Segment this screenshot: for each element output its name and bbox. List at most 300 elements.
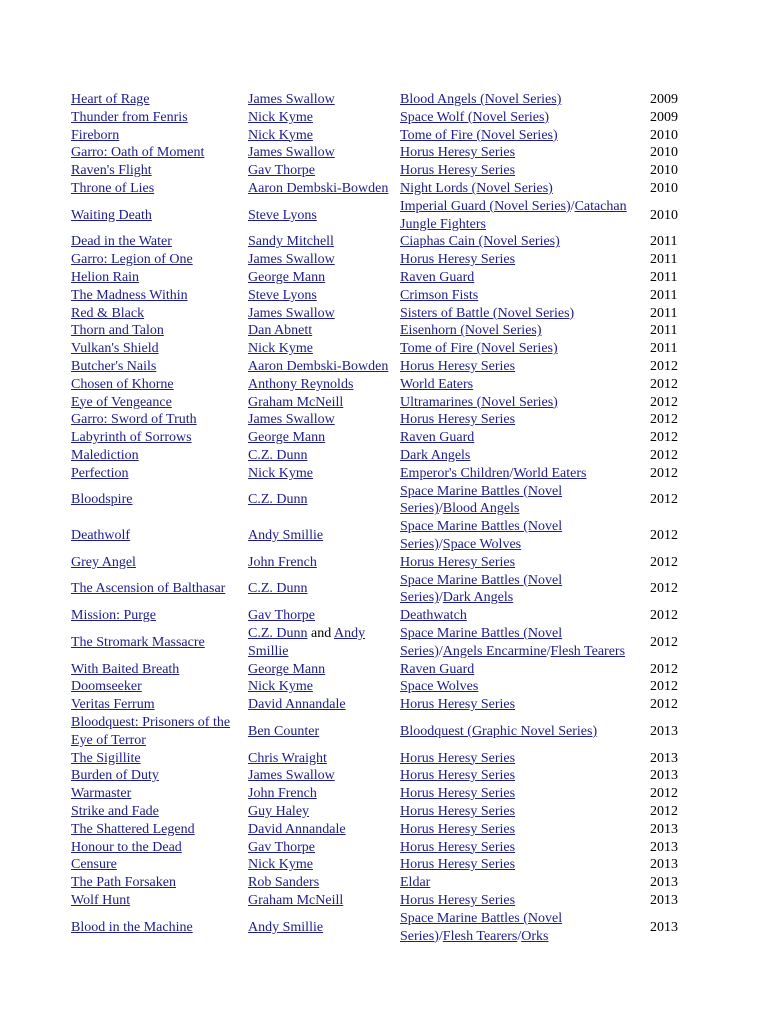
series-link[interactable]: Raven Guard xyxy=(400,430,475,446)
author-link[interactable]: Sandy Mitchell xyxy=(248,234,334,250)
series-link[interactable]: Raven Guard xyxy=(400,661,475,677)
author-cell xyxy=(248,874,398,892)
book-title-link[interactable]: Eye of Terror xyxy=(71,732,146,748)
author-cell xyxy=(248,340,398,358)
series-link[interactable]: Horus Heresy Series xyxy=(400,750,516,766)
table-row xyxy=(0,483,768,519)
author-cell-line xyxy=(248,527,398,545)
year-text: 2010 xyxy=(650,145,678,161)
title-cell xyxy=(71,625,246,661)
year-text: 2010 xyxy=(650,163,678,179)
author-cell-line xyxy=(248,607,398,625)
author-link[interactable]: C.Z. Dunn xyxy=(248,492,308,508)
author-link[interactable]: Smillie xyxy=(248,643,289,659)
year-text: 2011 xyxy=(650,323,678,339)
book-title-link[interactable]: Wolf Hunt xyxy=(71,893,131,908)
table-row xyxy=(0,678,768,696)
series-link[interactable]: Bloodquest (Graphic Novel Series) xyxy=(400,723,598,739)
series-link[interactable]: Horus Heresy Series xyxy=(400,145,516,161)
table-row xyxy=(0,233,768,251)
author-link[interactable]: David Annandale xyxy=(248,697,346,713)
series-link[interactable]: Horus Heresy Series xyxy=(400,554,516,570)
table-row xyxy=(0,287,768,305)
book-title-link[interactable]: The Shattered Legend xyxy=(71,821,195,837)
series-link[interactable]: Horus Heresy Series xyxy=(400,857,516,873)
book-title-link[interactable]: Grey Angel xyxy=(71,554,136,570)
author-link[interactable]: Nick Kyme xyxy=(248,465,313,481)
table-row xyxy=(0,429,768,447)
year-cell xyxy=(650,892,690,910)
author-cell xyxy=(248,839,398,857)
series-link[interactable]: Crimson Fists xyxy=(400,287,479,303)
year-cell xyxy=(650,91,690,109)
author-link[interactable]: John French xyxy=(248,554,317,570)
author-link[interactable]: Aaron Dembski-Bowden xyxy=(248,181,389,196)
book-title-link[interactable]: Vulkan's Shield xyxy=(71,341,159,357)
series-cell-line xyxy=(400,358,648,376)
series-cell-line xyxy=(400,910,648,928)
series-link[interactable]: Horus Heresy Series xyxy=(400,839,516,855)
book-title-link[interactable]: Garro: Sword of Truth xyxy=(71,412,197,428)
author-link[interactable]: James Swallow xyxy=(248,768,335,784)
author-cell xyxy=(248,661,398,679)
book-title-link[interactable]: Veritas Ferrum xyxy=(71,697,155,713)
series-link[interactable]: Space Marine Battles (Novel xyxy=(400,572,563,588)
author-link[interactable]: Nick Kyme xyxy=(248,679,313,695)
author-cell xyxy=(248,892,398,910)
author-cell-line xyxy=(248,643,398,661)
series-link[interactable]: Sisters of Battle (Novel Series) xyxy=(400,305,575,321)
year-text: 2011 xyxy=(650,341,678,357)
author-link[interactable]: Nick Kyme xyxy=(248,341,313,357)
series-link[interactable]: Horus Heresy Series xyxy=(400,359,516,374)
series-link[interactable]: Eldar xyxy=(400,875,431,891)
year-text: 2012 xyxy=(650,581,678,597)
series-link[interactable]: World Eaters xyxy=(400,376,474,392)
series-cell xyxy=(400,144,648,162)
year-cell xyxy=(650,767,690,785)
separator-text: / xyxy=(517,928,522,944)
year-text: 2012 xyxy=(650,554,678,570)
author-cell xyxy=(248,910,398,946)
author-link[interactable]: John French xyxy=(248,786,317,802)
series-cell xyxy=(400,376,648,394)
series-cell-line xyxy=(400,589,648,607)
author-link[interactable]: Gav Thorpe xyxy=(248,839,315,855)
book-title-link[interactable]: Butcher's Nails xyxy=(71,359,157,374)
author-cell-line xyxy=(248,465,398,483)
series-cell-line xyxy=(400,536,648,554)
table-row xyxy=(0,785,768,803)
book-title-link[interactable]: The Madness Within xyxy=(71,287,188,303)
table-row xyxy=(0,109,768,127)
author-link[interactable]: C.Z. Dunn xyxy=(248,626,308,641)
series-cell-line xyxy=(400,429,648,447)
author-link[interactable]: Rob Sanders xyxy=(248,875,320,891)
author-cell-line xyxy=(248,785,398,803)
year-cell xyxy=(650,269,690,287)
series-cell xyxy=(400,447,648,465)
series-cell xyxy=(400,839,648,857)
series-link[interactable]: Horus Heresy Series xyxy=(400,786,516,802)
author-cell xyxy=(248,750,398,768)
author-cell xyxy=(248,554,398,572)
table-row xyxy=(0,340,768,358)
author-link[interactable]: Nick Kyme xyxy=(248,109,313,125)
author-cell xyxy=(248,287,398,305)
year-cell xyxy=(650,750,690,768)
year-cell xyxy=(650,447,690,465)
series-cell xyxy=(400,607,648,625)
book-title-link[interactable]: Labyrinth of Sorrows xyxy=(71,430,192,446)
year-cell xyxy=(650,607,690,625)
author-cell xyxy=(248,91,398,109)
author-cell-line xyxy=(248,127,398,145)
table-row xyxy=(0,750,768,768)
title-cell xyxy=(71,109,246,127)
separator-text: / xyxy=(570,198,575,214)
year-text: 2010 xyxy=(650,207,678,223)
author-cell-line xyxy=(248,340,398,358)
author-cell xyxy=(248,572,398,608)
author-cell-line xyxy=(248,892,398,910)
series-link[interactable]: Blood Angels (Novel Series) xyxy=(400,92,562,107)
series-cell-line xyxy=(400,251,648,269)
author-cell-line xyxy=(248,856,398,874)
book-title-link[interactable]: Red & Black xyxy=(71,305,145,321)
series-link[interactable]: Space Marine Battles (Novel xyxy=(400,626,563,641)
title-cell xyxy=(71,554,246,572)
author-link[interactable]: David Annandale xyxy=(248,821,346,837)
book-title-link[interactable]: The Path Forsaken xyxy=(71,875,176,891)
author-link[interactable]: Andy Smillie xyxy=(248,528,324,544)
book-title-link[interactable]: Warmaster xyxy=(71,786,132,802)
year-cell xyxy=(650,411,690,429)
series-link[interactable]: Space Marine Battles (Novel xyxy=(400,519,563,535)
series-link[interactable]: Series) xyxy=(400,643,439,659)
title-cell xyxy=(71,483,246,519)
book-title-link[interactable]: Deathwolf xyxy=(71,528,131,544)
series-link[interactable]: Night Lords (Novel Series) xyxy=(400,181,553,196)
author-cell xyxy=(248,625,398,661)
book-title-link[interactable]: Garro: Legion of One xyxy=(71,252,193,268)
author-link[interactable]: Gav Thorpe xyxy=(248,608,315,624)
series-link[interactable]: Eisenhorn (Novel Series) xyxy=(400,323,542,339)
book-title-link[interactable]: Garro: Oath of Moment xyxy=(71,145,205,161)
series-cell xyxy=(400,305,648,323)
series-link[interactable]: Horus Heresy Series xyxy=(400,893,516,908)
series-link[interactable]: Horus Heresy Series xyxy=(400,821,516,837)
series-cell xyxy=(400,518,648,554)
title-cell xyxy=(71,358,246,376)
book-title-link[interactable]: Honour to the Dead xyxy=(71,839,182,855)
series-link[interactable]: Catachan xyxy=(574,198,627,214)
author-link[interactable]: Andy Smillie xyxy=(248,919,324,935)
series-link[interactable]: Horus Heresy Series xyxy=(400,412,516,428)
title-cell xyxy=(71,144,246,162)
author-cell xyxy=(248,233,398,251)
series-link[interactable]: Series) xyxy=(400,928,439,944)
series-link[interactable]: Blood Angels xyxy=(442,501,520,517)
series-link[interactable]: Series) xyxy=(400,590,439,606)
author-cell xyxy=(248,607,398,625)
author-cell-line xyxy=(248,411,398,429)
author-cell xyxy=(248,429,398,447)
series-cell xyxy=(400,287,648,305)
title-cell xyxy=(71,429,246,447)
title-cell xyxy=(71,518,246,554)
title-cell xyxy=(71,127,246,145)
series-link[interactable]: Space Wolves xyxy=(442,536,522,552)
book-title-link[interactable]: Dead in the Water xyxy=(71,234,172,250)
series-link[interactable]: Horus Heresy Series xyxy=(400,768,516,784)
table-row xyxy=(0,269,768,287)
year-text: 2011 xyxy=(650,305,678,321)
series-cell xyxy=(400,803,648,821)
year-text: 2011 xyxy=(650,270,678,285)
book-title-link[interactable]: Bloodspire xyxy=(71,492,133,508)
series-cell xyxy=(400,180,648,198)
author-link[interactable]: Steve Lyons xyxy=(248,207,317,223)
year-cell xyxy=(650,856,690,874)
year-text: 2013 xyxy=(650,839,678,855)
book-title-link[interactable]: The Sigillite xyxy=(71,750,141,766)
series-link[interactable]: Flesh Tearers xyxy=(442,928,518,944)
series-cell-line xyxy=(400,91,648,109)
table-row xyxy=(0,376,768,394)
book-title-link[interactable]: Raven's Flight xyxy=(71,163,152,179)
series-cell-line xyxy=(400,678,648,696)
author-link[interactable]: Guy Haley xyxy=(248,804,310,819)
book-title-link[interactable]: Waiting Death xyxy=(71,207,152,223)
author-cell xyxy=(248,376,398,394)
series-link[interactable]: Space Wolf (Novel Series) xyxy=(400,109,550,125)
book-title-link[interactable]: Chosen of Khorne xyxy=(71,376,174,392)
author-link[interactable]: Graham McNeill xyxy=(248,394,344,410)
series-link[interactable]: Dark Angels xyxy=(400,448,471,463)
author-link[interactable]: C.Z. Dunn xyxy=(248,581,308,597)
series-link[interactable]: Tome of Fire (Novel Series) xyxy=(400,341,558,357)
table-row xyxy=(0,394,768,412)
series-link[interactable]: Space Wolves xyxy=(400,679,479,695)
series-cell-line xyxy=(400,607,648,625)
series-cell-line xyxy=(400,856,648,874)
series-cell-line xyxy=(400,839,648,857)
author-cell xyxy=(248,109,398,127)
book-title-link[interactable]: Burden of Duty xyxy=(71,768,159,784)
book-title-link[interactable]: With Baited Breath xyxy=(71,661,180,677)
series-cell xyxy=(400,554,648,572)
series-link[interactable]: World Eaters xyxy=(513,465,587,481)
year-text: 2011 xyxy=(650,252,678,268)
year-cell xyxy=(650,554,690,572)
series-link[interactable]: Ultramarines (Novel Series) xyxy=(400,394,558,410)
series-link[interactable]: Tome of Fire (Novel Series) xyxy=(400,127,558,143)
author-cell-line xyxy=(248,287,398,305)
separator-text: / xyxy=(438,536,443,552)
series-cell xyxy=(400,821,648,839)
book-title-link[interactable]: Blood in the Machine xyxy=(71,919,193,935)
year-cell xyxy=(650,358,690,376)
title-cell xyxy=(71,803,246,821)
year-cell xyxy=(650,340,690,358)
author-link[interactable]: James Swallow xyxy=(248,145,335,161)
author-link[interactable]: Anthony Reynolds xyxy=(248,376,354,392)
year-text: 2012 xyxy=(650,608,678,624)
book-title-link[interactable]: Strike and Fade xyxy=(71,804,159,819)
series-cell-line xyxy=(400,661,648,679)
series-link[interactable]: Deathwatch xyxy=(400,608,467,624)
author-link[interactable]: C.Z. Dunn xyxy=(248,448,308,463)
book-title-link[interactable]: Doomseeker xyxy=(71,679,142,695)
series-link[interactable]: Horus Heresy Series xyxy=(400,697,516,713)
series-cell xyxy=(400,483,648,519)
series-cell-line xyxy=(400,892,648,910)
series-cell-line xyxy=(400,554,648,572)
author-link[interactable]: James Swallow xyxy=(248,252,335,268)
book-title-link[interactable]: Perfection xyxy=(71,465,129,481)
table-row xyxy=(0,625,768,661)
series-link[interactable]: Series) xyxy=(400,536,439,552)
author-cell-line xyxy=(248,839,398,857)
book-title-link[interactable]: Helion Rain xyxy=(71,270,140,285)
author-link[interactable]: Ben Counter xyxy=(248,723,320,739)
year-text: 2012 xyxy=(650,394,678,410)
author-link[interactable]: Andy xyxy=(333,626,366,641)
author-link[interactable]: Chris Wraight xyxy=(248,750,327,766)
title-cell xyxy=(71,394,246,412)
author-link[interactable]: Nick Kyme xyxy=(248,857,313,873)
book-title-link[interactable]: The Stromark Massacre xyxy=(71,634,205,650)
book-title-link[interactable]: Mission: Purge xyxy=(71,608,156,624)
year-cell xyxy=(650,465,690,483)
book-title-link[interactable]: Throne of Lies xyxy=(71,181,155,196)
author-cell-line xyxy=(248,180,398,198)
author-link[interactable]: George Mann xyxy=(248,430,326,446)
series-link[interactable]: Orks xyxy=(521,928,549,944)
year-cell xyxy=(650,162,690,180)
year-text: 2012 xyxy=(650,804,678,819)
title-cell xyxy=(71,269,246,287)
book-title-link[interactable]: The Ascension of Balthasar xyxy=(71,581,226,597)
table-row xyxy=(0,803,768,821)
title-cell xyxy=(71,874,246,892)
book-title-link[interactable]: Thorn and Talon xyxy=(71,323,164,339)
series-link[interactable]: Angels Encarmine xyxy=(442,643,547,659)
separator-text: and xyxy=(307,626,334,641)
title-cell xyxy=(71,465,246,483)
series-link[interactable]: Space Marine Battles (Novel xyxy=(400,483,563,499)
series-cell xyxy=(400,767,648,785)
title-cell xyxy=(71,233,246,251)
series-link[interactable]: Flesh Tearers xyxy=(550,643,626,659)
year-cell xyxy=(650,821,690,839)
author-cell xyxy=(248,696,398,714)
author-cell xyxy=(248,305,398,323)
series-link[interactable]: Horus Heresy Series xyxy=(400,163,516,179)
author-link[interactable]: Aaron Dembski-Bowden xyxy=(248,359,389,374)
series-link[interactable]: Emperor's Children xyxy=(400,465,510,481)
author-cell-line xyxy=(248,91,398,109)
series-cell-line xyxy=(400,821,648,839)
series-cell xyxy=(400,429,648,447)
author-link[interactable]: Dan Abnett xyxy=(248,323,313,339)
table-row xyxy=(0,554,768,572)
series-cell xyxy=(400,394,648,412)
series-cell xyxy=(400,625,648,661)
table-row xyxy=(0,910,768,946)
year-text: 2013 xyxy=(650,821,678,837)
author-cell xyxy=(248,144,398,162)
year-text: 2013 xyxy=(650,893,678,908)
series-link[interactable]: Dark Angels xyxy=(442,590,514,606)
series-link[interactable]: Space Marine Battles (Novel xyxy=(400,910,563,926)
book-title-link[interactable]: Malediction xyxy=(71,448,139,463)
year-text: 2012 xyxy=(650,359,678,374)
author-link[interactable]: Gav Thorpe xyxy=(248,163,315,179)
book-title-link[interactable]: Heart of Rage xyxy=(71,92,150,107)
year-text: 2010 xyxy=(650,127,678,143)
author-link[interactable]: Steve Lyons xyxy=(248,287,317,303)
series-cell-line xyxy=(400,723,648,741)
author-link[interactable]: James Swallow xyxy=(248,92,335,107)
table-row xyxy=(0,465,768,483)
book-title-link[interactable]: Fireborn xyxy=(71,127,120,143)
series-link[interactable]: Jungle Fighters xyxy=(400,216,486,232)
series-cell xyxy=(400,162,648,180)
author-cell-line xyxy=(248,767,398,785)
year-text: 2010 xyxy=(650,181,678,196)
table-row xyxy=(0,180,768,198)
year-cell xyxy=(650,287,690,305)
author-link[interactable]: James Swallow xyxy=(248,305,335,321)
author-link[interactable]: Nick Kyme xyxy=(248,127,313,143)
series-link[interactable]: Horus Heresy Series xyxy=(400,252,516,268)
author-link[interactable]: Graham McNeill xyxy=(248,893,344,908)
year-text: 2013 xyxy=(650,768,678,784)
series-cell xyxy=(400,856,648,874)
year-text: 2012 xyxy=(650,786,678,802)
book-title-link[interactable]: Thunder from Fenris xyxy=(71,109,188,125)
title-cell xyxy=(71,340,246,358)
series-cell-line xyxy=(400,928,648,946)
year-cell xyxy=(650,483,690,519)
table-row xyxy=(0,162,768,180)
series-cell-line xyxy=(400,127,648,145)
book-title-link[interactable]: Eye of Vengeance xyxy=(71,394,172,410)
series-link[interactable]: Series) xyxy=(400,501,439,517)
book-title-link[interactable]: Bloodquest: Prisoners of the xyxy=(71,715,231,730)
series-link[interactable]: Imperial Guard (Novel Series) xyxy=(400,198,571,214)
book-title-link[interactable]: Censure xyxy=(71,857,117,873)
author-cell xyxy=(248,803,398,821)
year-cell xyxy=(650,305,690,323)
series-cell-line xyxy=(400,572,648,590)
author-link[interactable]: George Mann xyxy=(248,661,326,677)
series-cell-line xyxy=(400,643,648,661)
author-link[interactable]: James Swallow xyxy=(248,412,335,428)
year-text: 2012 xyxy=(650,376,678,392)
author-link[interactable]: George Mann xyxy=(248,270,326,285)
author-cell-line xyxy=(248,376,398,394)
series-link[interactable]: Horus Heresy Series xyxy=(400,804,516,819)
series-cell xyxy=(400,661,648,679)
year-text: 2012 xyxy=(650,465,678,481)
author-cell-line xyxy=(248,723,398,741)
series-link[interactable]: Ciaphas Cain (Novel Series) xyxy=(400,234,560,250)
series-link[interactable]: Raven Guard xyxy=(400,270,475,285)
series-cell xyxy=(400,572,648,608)
